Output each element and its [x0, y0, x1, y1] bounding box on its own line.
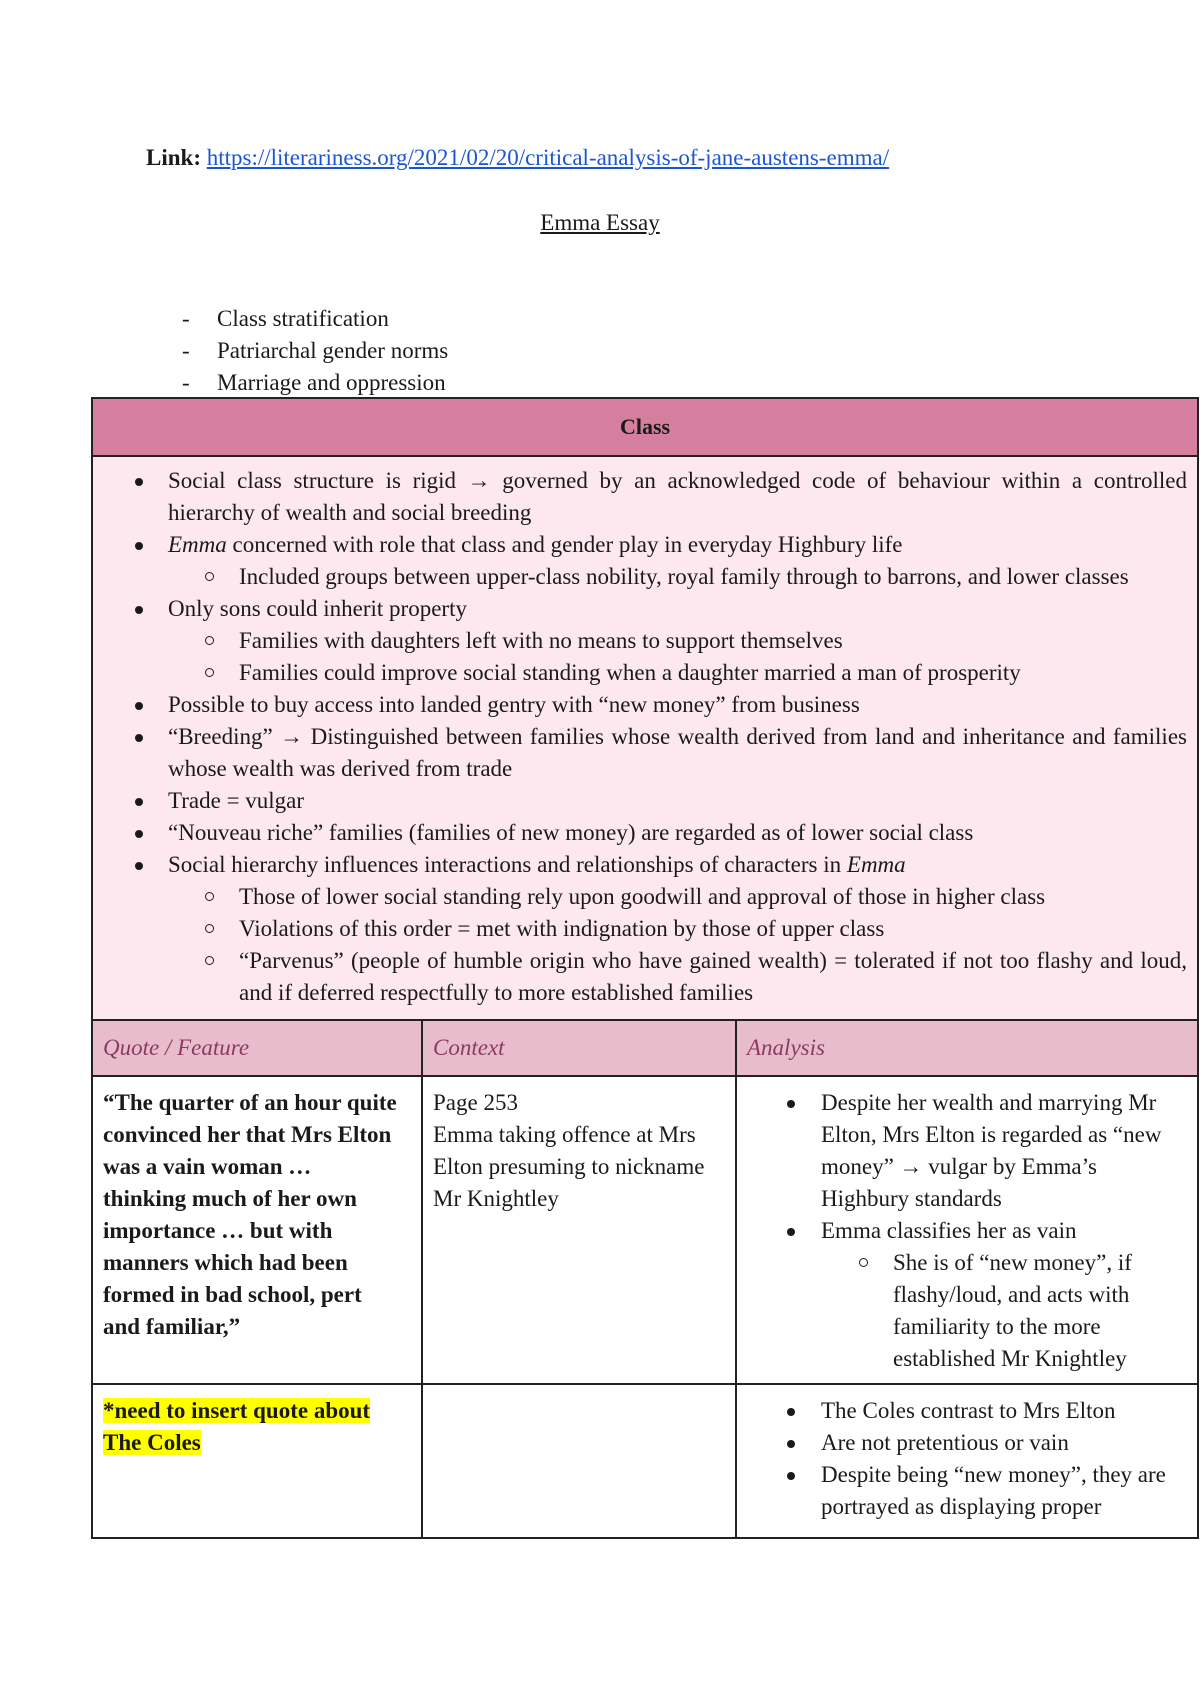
column-header-quote: Quote / Feature	[93, 1021, 423, 1077]
analysis-item	[785, 1459, 1187, 1523]
analysis-item	[785, 1087, 1187, 1215]
note-text: “Nouveau riche” families (families of new money) are regarded as of lower social class	[168, 820, 974, 845]
source-link-line	[146, 142, 889, 174]
source-url-link[interactable]: https://literariness.org/2021/02/20/critical-analysis-of-jane-austens-emma/	[206, 145, 890, 170]
note-text: Only sons could inherit property	[168, 596, 467, 621]
sub-note-item: “Parvenus” (people of humble origin who have gained wealth) = tolerated if not too flashy and loud, and if deferred respectfully to more established families	[203, 945, 1187, 1009]
table-row	[93, 1385, 1197, 1537]
analysis-line: flashy/loud, and acts with	[893, 1282, 1130, 1307]
analysis-cell	[737, 1077, 1197, 1385]
analysis-list	[747, 1395, 1187, 1523]
sub-note-list	[168, 625, 1187, 689]
topic-item: - Marriage and oppression	[182, 367, 448, 399]
sub-note-list	[168, 561, 1187, 593]
note-text: concerned with role that class and gender play in everyday Highbury life	[226, 532, 903, 557]
topic-list	[182, 303, 448, 399]
note-item	[133, 817, 1187, 849]
note-item	[133, 849, 1187, 1009]
note-item	[133, 593, 1187, 689]
quote-line: “The quarter of an hour quite	[103, 1090, 397, 1115]
analysis-item	[785, 1215, 1187, 1375]
quote-line: thinking much of her own	[103, 1186, 357, 1211]
analysis-line: established Mr Knightley	[893, 1346, 1127, 1371]
sub-note-list	[168, 881, 1187, 1009]
sub-note-item: Families could improve social standing when a daughter married a man of prosperity	[203, 657, 1187, 689]
class-analysis-table	[91, 397, 1199, 1539]
sub-note-item: Included groups between upper-class nobility, royal family through to barrons, and lower classes	[203, 561, 1187, 593]
quote-cell	[93, 1077, 423, 1385]
analysis-list	[747, 1087, 1187, 1375]
column-header-context: Context	[423, 1021, 737, 1077]
class-notes-cell	[93, 457, 1197, 1021]
todo-highlight: *need to insert quote about	[103, 1398, 371, 1423]
analysis-sub-list	[821, 1247, 1187, 1375]
analysis-line: She is of “new money”, if	[893, 1250, 1132, 1275]
quote-line: formed in bad school, pert	[103, 1282, 362, 1307]
sub-note-item: Families with daughters left with no means to support themselves	[203, 625, 1187, 657]
context-line: Mr Knightley	[433, 1186, 559, 1211]
analysis-line: Highbury standards	[821, 1186, 1002, 1211]
quote-line: convinced her that Mrs Elton	[103, 1122, 392, 1147]
note-item	[133, 529, 1187, 593]
document-title-wrap	[0, 207, 1200, 239]
topic-item: - Patriarchal gender norms	[182, 335, 448, 367]
analysis-item: The Coles contrast to Mrs Elton	[785, 1395, 1187, 1427]
topic-item: - Class stratification	[182, 303, 448, 335]
context-line: Page 253	[433, 1090, 518, 1115]
sub-note-item: Violations of this order = met with indignation by those of upper class	[203, 913, 1187, 945]
analysis-line: Despite her wealth and marrying Mr	[821, 1090, 1157, 1115]
context-line: Elton presuming to nickname	[433, 1154, 705, 1179]
analysis-line: money” → vulgar by Emma’s	[821, 1154, 1097, 1179]
context-cell	[423, 1077, 737, 1385]
table-row	[93, 1077, 1197, 1385]
column-header-row	[93, 1021, 1197, 1077]
column-header-analysis: Analysis	[737, 1021, 1197, 1077]
analysis-item: Are not pretentious or vain	[785, 1427, 1187, 1459]
quote-line: and familiar,”	[103, 1314, 241, 1339]
analysis-line: Elton, Mrs Elton is regarded as “new	[821, 1122, 1162, 1147]
note-item	[133, 689, 1187, 721]
analysis-line: portrayed as displaying proper	[821, 1494, 1102, 1519]
note-text: “Breeding” → Distinguished between families whose wealth derived from land and inheritance and families whose wealth was derived from trade	[168, 724, 1187, 781]
note-text: Possible to buy access into landed gentry with “new money” from business	[168, 692, 860, 717]
analysis-line: Emma classifies her as vain	[821, 1218, 1077, 1243]
todo-highlight: The Coles	[103, 1430, 201, 1455]
quote-cell	[93, 1385, 423, 1537]
note-item	[133, 465, 1187, 529]
analysis-cell	[737, 1385, 1197, 1537]
note-item	[133, 721, 1187, 785]
novel-title-emphasis: Emma	[846, 852, 906, 877]
note-text: Social hierarchy influences interactions and relationships of characters in	[168, 852, 847, 877]
analysis-line: Despite being “new money”, they are	[821, 1462, 1166, 1487]
quote-line: was a vain woman …	[103, 1154, 312, 1179]
analysis-sub-item	[857, 1247, 1187, 1375]
link-label: Link:	[146, 145, 201, 170]
analysis-line: familiarity to the more	[893, 1314, 1101, 1339]
novel-title-emphasis: Emma	[168, 532, 227, 557]
class-notes-list	[133, 465, 1187, 1009]
quote-line: manners which had been	[103, 1250, 348, 1275]
note-text: Social class structure is rigid → governed by an acknowledged code of behaviour within a controlled hierarchy of wealth and social breeding	[168, 468, 1187, 525]
table-header-class: Class	[93, 399, 1197, 457]
context-line: Emma taking offence at Mrs	[433, 1122, 696, 1147]
document-title: Emma Essay	[540, 210, 660, 235]
sub-note-item: Those of lower social standing rely upon goodwill and approval of those in higher class	[203, 881, 1187, 913]
note-item	[133, 785, 1187, 817]
quote-line: importance … but with	[103, 1218, 333, 1243]
context-cell-empty	[423, 1385, 737, 1537]
note-text: Trade = vulgar	[168, 788, 305, 813]
